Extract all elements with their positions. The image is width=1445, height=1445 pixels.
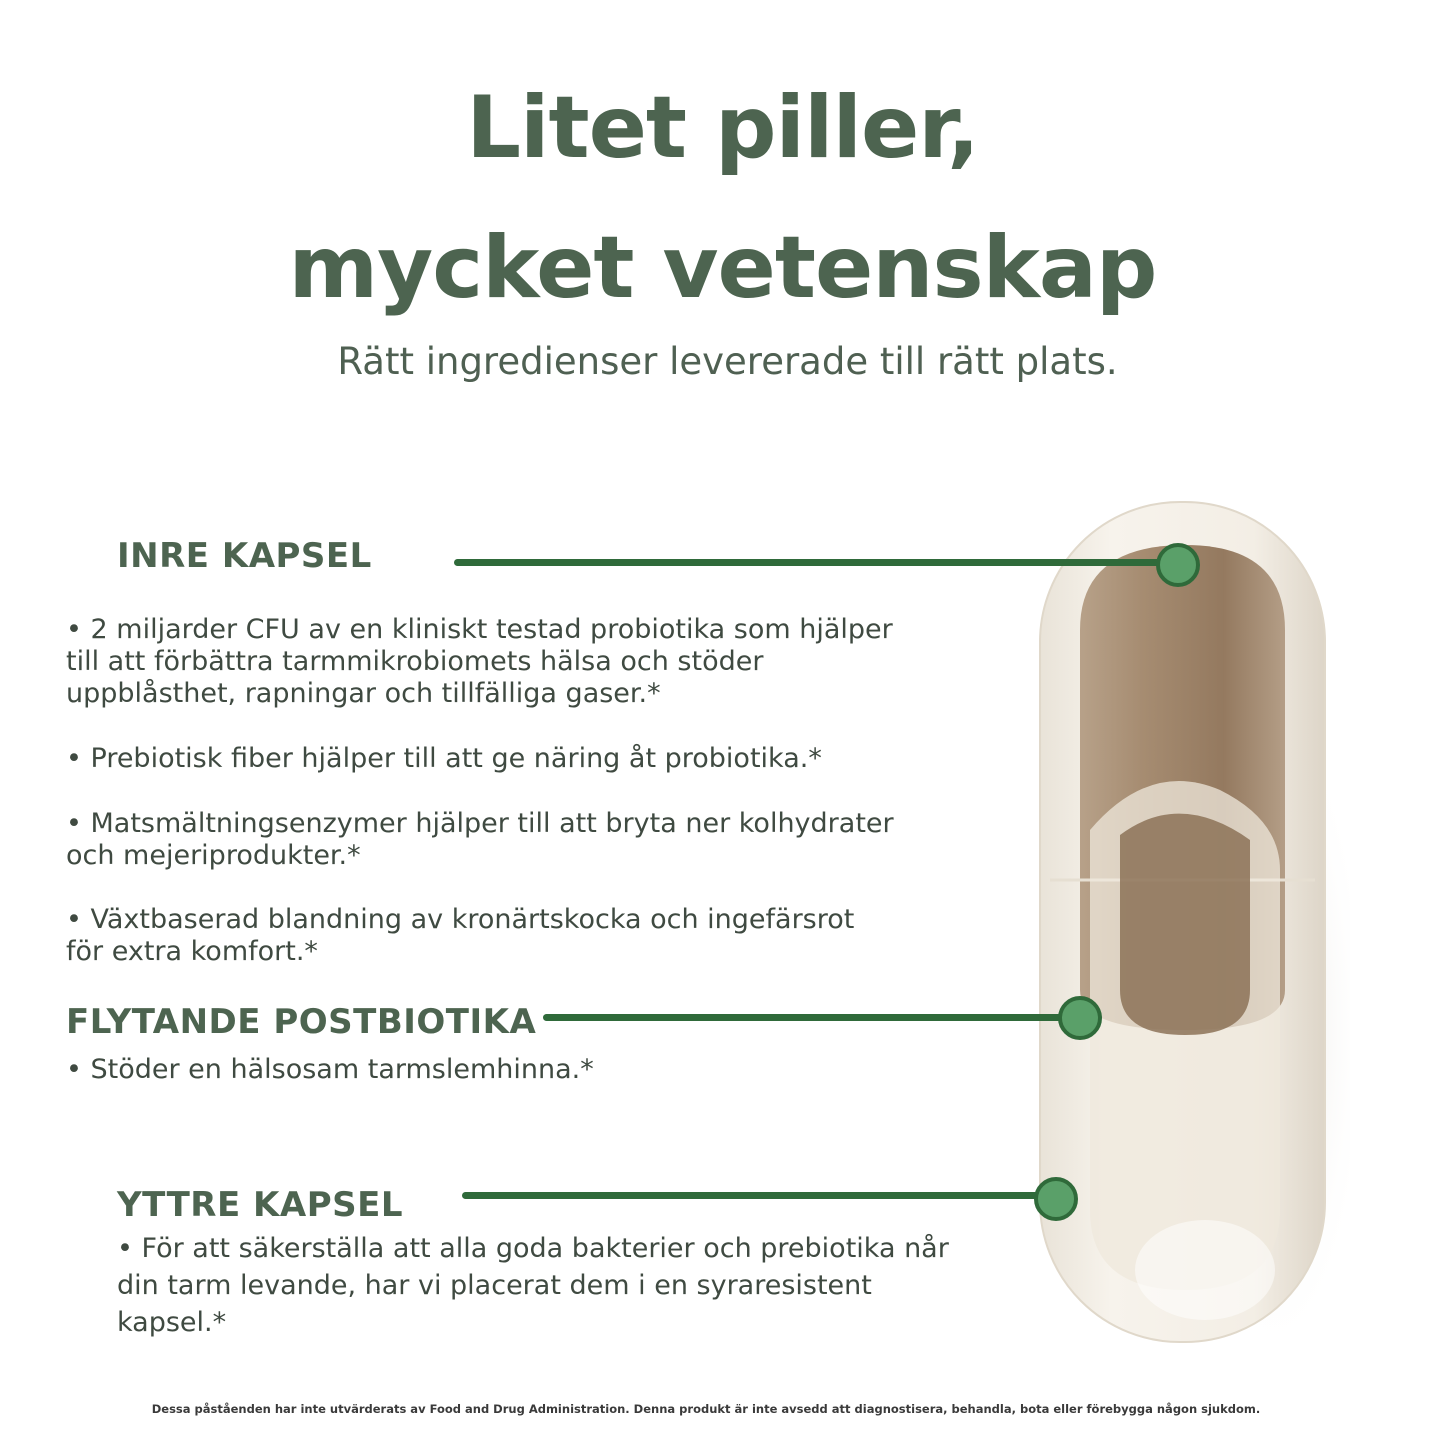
connector-line-outer bbox=[462, 1192, 1052, 1199]
heading-outer-capsule: YTTRE KAPSEL bbox=[117, 1185, 403, 1225]
subtitle: Rätt ingredienser levererade till rätt plats. bbox=[337, 340, 1118, 383]
marker-dot-outer bbox=[1034, 1177, 1078, 1221]
heading-liquid-postbiotics: FLYTANDE POSTBIOTIKA bbox=[66, 1002, 537, 1042]
inner-bullet-enzymes: • Matsmältningsenzymer hjälper till att bryta ner kolhydrater och mejeriprodukter.* bbox=[66, 808, 894, 871]
connector-line-liquid bbox=[543, 1014, 1073, 1021]
liquid-bullet-gut-lining: • Stöder en hälsosam tarmslemhinna.* bbox=[66, 1054, 594, 1085]
title-line-1: Litet piller, bbox=[466, 78, 979, 178]
inner-bullet-probiotics: • 2 miljarder CFU av en kliniskt testad probiotika som hjälper till att förbättra tarmmikrobiomets hälsa och stöder uppblåsthet, rapningar och tillfälliga gaser.* bbox=[66, 614, 893, 709]
heading-inner-capsule: INRE KAPSEL bbox=[117, 536, 372, 576]
fda-disclaimer: Dessa påståenden har inte utvärderats av Food and Drug Administration. Denna produkt är inte avsedd att diagnostisera, behandla, bota eller förebygga någon sjukdom. bbox=[151, 1402, 1261, 1416]
inner-powder-visible bbox=[1120, 814, 1250, 1035]
inner-bullet-plant-blend: • Växtbaserad blandning av kronärtskocka och ingefärsrot för extra komfort.* bbox=[66, 904, 855, 967]
outer-bullet-acid-resistant: • För att säkerställa att alla goda bakterier och prebiotika når din tarm levande, har vi placerat dem i en syraresistent kapsel.* bbox=[117, 1233, 949, 1338]
marker-dot-inner bbox=[1156, 543, 1200, 587]
capsule-image bbox=[1020, 490, 1350, 1370]
capsule-highlight bbox=[1135, 1220, 1275, 1320]
connector-line-inner bbox=[454, 559, 1170, 566]
inner-bullet-prebiotic-fiber: • Prebiotisk fiber hjälper till att ge näring åt probiotika.* bbox=[66, 743, 822, 774]
marker-dot-liquid bbox=[1058, 996, 1102, 1040]
title-line-2: mycket vetenskap bbox=[288, 218, 1157, 318]
capsule-illustration bbox=[1020, 490, 1350, 1370]
